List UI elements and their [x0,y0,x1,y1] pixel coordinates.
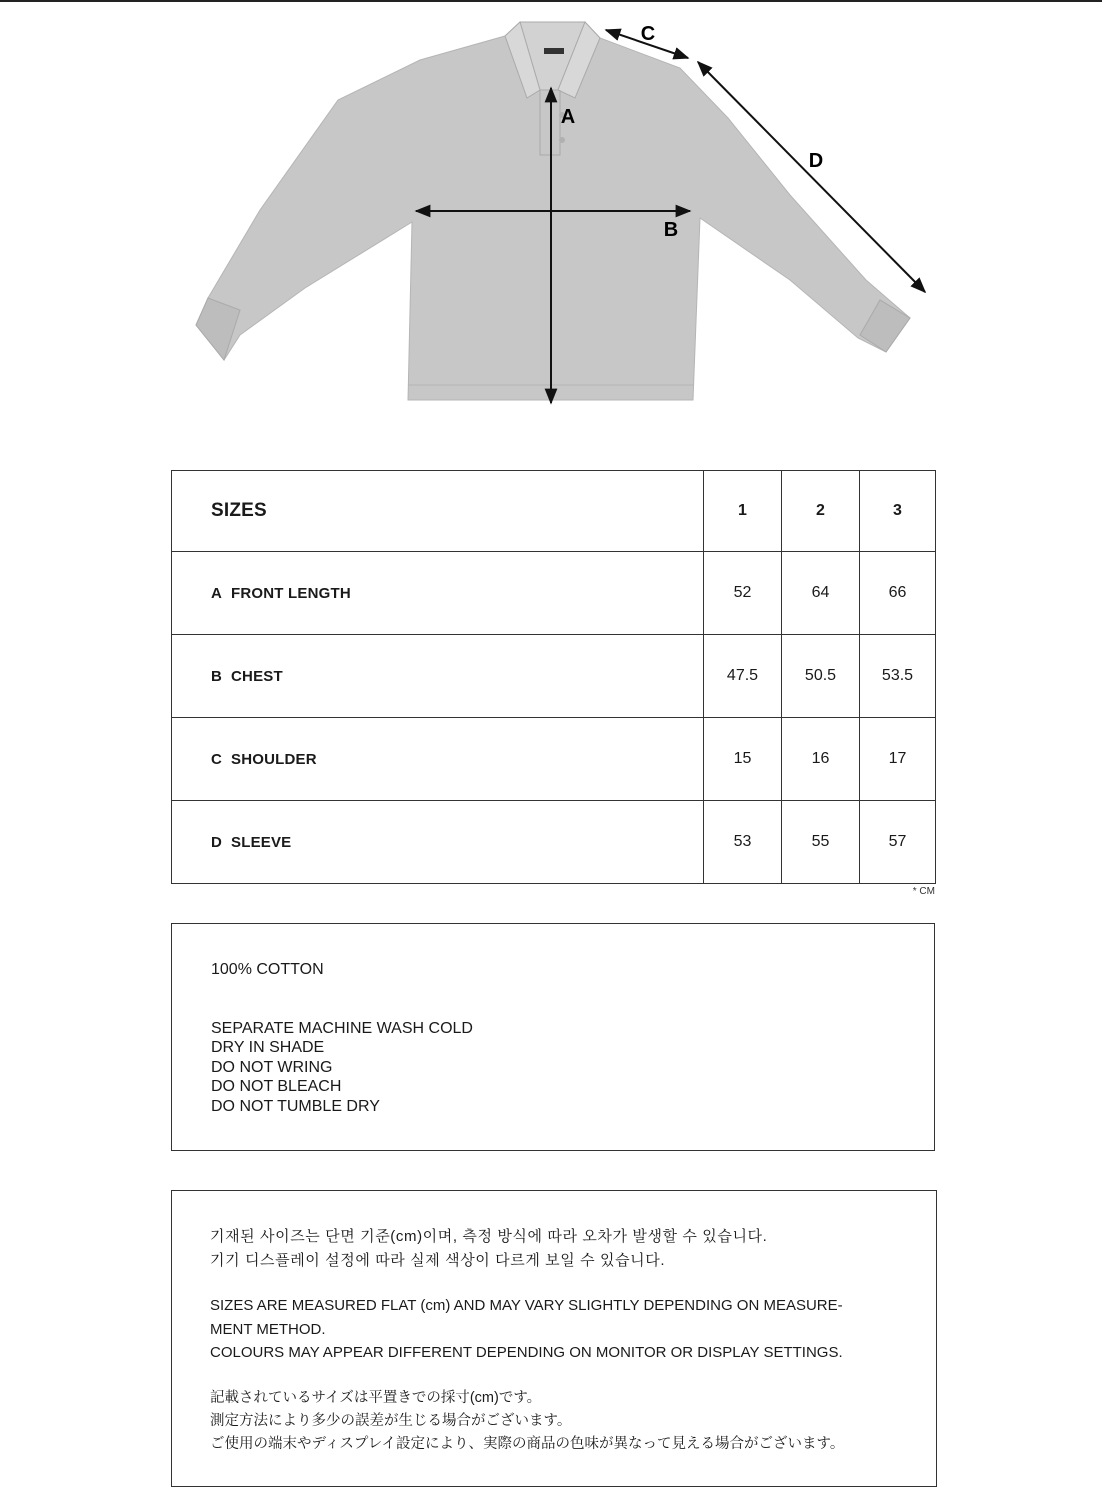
size-header: 1 [704,471,782,552]
garment-measurement-diagram [0,0,1102,430]
label-b: B [663,219,679,241]
list-item: SEPARATE MACHINE WASH COLD [211,1020,473,1037]
table-cell: 64 [782,552,860,635]
label-d: D [808,150,824,172]
list-item: DRY IN SHADE [211,1039,325,1057]
table-cell: 66 [860,552,936,635]
list-item: DO NOT WRING [211,1058,333,1076]
label-a: A [560,106,576,128]
english-notice-line: SIZES ARE MEASURED FLAT (cm) AND MAY VARY SLIGHTLY DEPENDING ON MEASURE- [210,1297,843,1314]
measurement-label: A FRONT LENGTH [172,552,704,635]
table-cell: 53 [704,801,782,884]
table-cell: 53.5 [860,635,936,718]
japanese-notice-line: ご使用の端末やディスプレイ設定により、実際の商品の色味が異なって見える場合がございます。 [210,1436,845,1452]
japanese-notice-line: 測定方法により多少の誤差が生じる場合がございます。 [210,1413,572,1429]
table-cell: 15 [704,718,782,801]
care-instructions-list [211,1019,473,1116]
size-header: 2 [782,471,860,552]
table-cell: 55 [782,801,860,884]
table-cell: 50.5 [782,635,860,718]
fabric-composition: 100% COTTON [211,961,324,978]
care-instructions-box [171,923,935,1151]
japanese-notice-line: 記載されているサイズは平置きでの採寸(cm)です。 [210,1390,542,1406]
korean-notice-line: 기재된 사이즈는 단면 기준(cm)이며, 측정 방식에 따라 오차가 발생할 수 있습니다. [210,1228,768,1245]
table-row [172,801,936,884]
size-header: 3 [860,471,936,552]
table-cell: 17 [860,718,936,801]
english-notice-line: MENT METHOD. [210,1320,326,1338]
table-cell: 52 [704,552,782,635]
table-header-row [172,471,936,552]
table-row [172,635,936,718]
sizes-header: SIZES [172,471,704,552]
measurement-label: C SHOULDER [172,718,704,801]
list-item: DO NOT TUMBLE DRY [211,1097,380,1115]
table-row [172,718,936,801]
label-c: C [640,23,656,45]
table-cell: 57 [860,801,936,884]
measurement-label: B CHEST [172,635,704,718]
english-notice [210,1294,900,1365]
korean-notice-line: 기기 디스플레이 설정에 따라 실제 색상이 다르게 보일 수 있습니다. [210,1252,666,1269]
size-chart-table [171,470,936,884]
unit-note: * CM [912,886,935,897]
list-item: DO NOT BLEACH [211,1078,342,1096]
japanese-notice [210,1387,844,1456]
measurement-notice-box [171,1190,937,1487]
english-notice-line: COLOURS MAY APPEAR DIFFERENT DEPENDING ON MONITOR OR DISPLAY SETTINGS. [210,1344,843,1361]
measurement-label: D SLEEVE [172,801,704,884]
table-cell: 16 [782,718,860,801]
table-cell: 47.5 [704,635,782,718]
neck-label [544,48,564,54]
table-row [172,552,936,635]
